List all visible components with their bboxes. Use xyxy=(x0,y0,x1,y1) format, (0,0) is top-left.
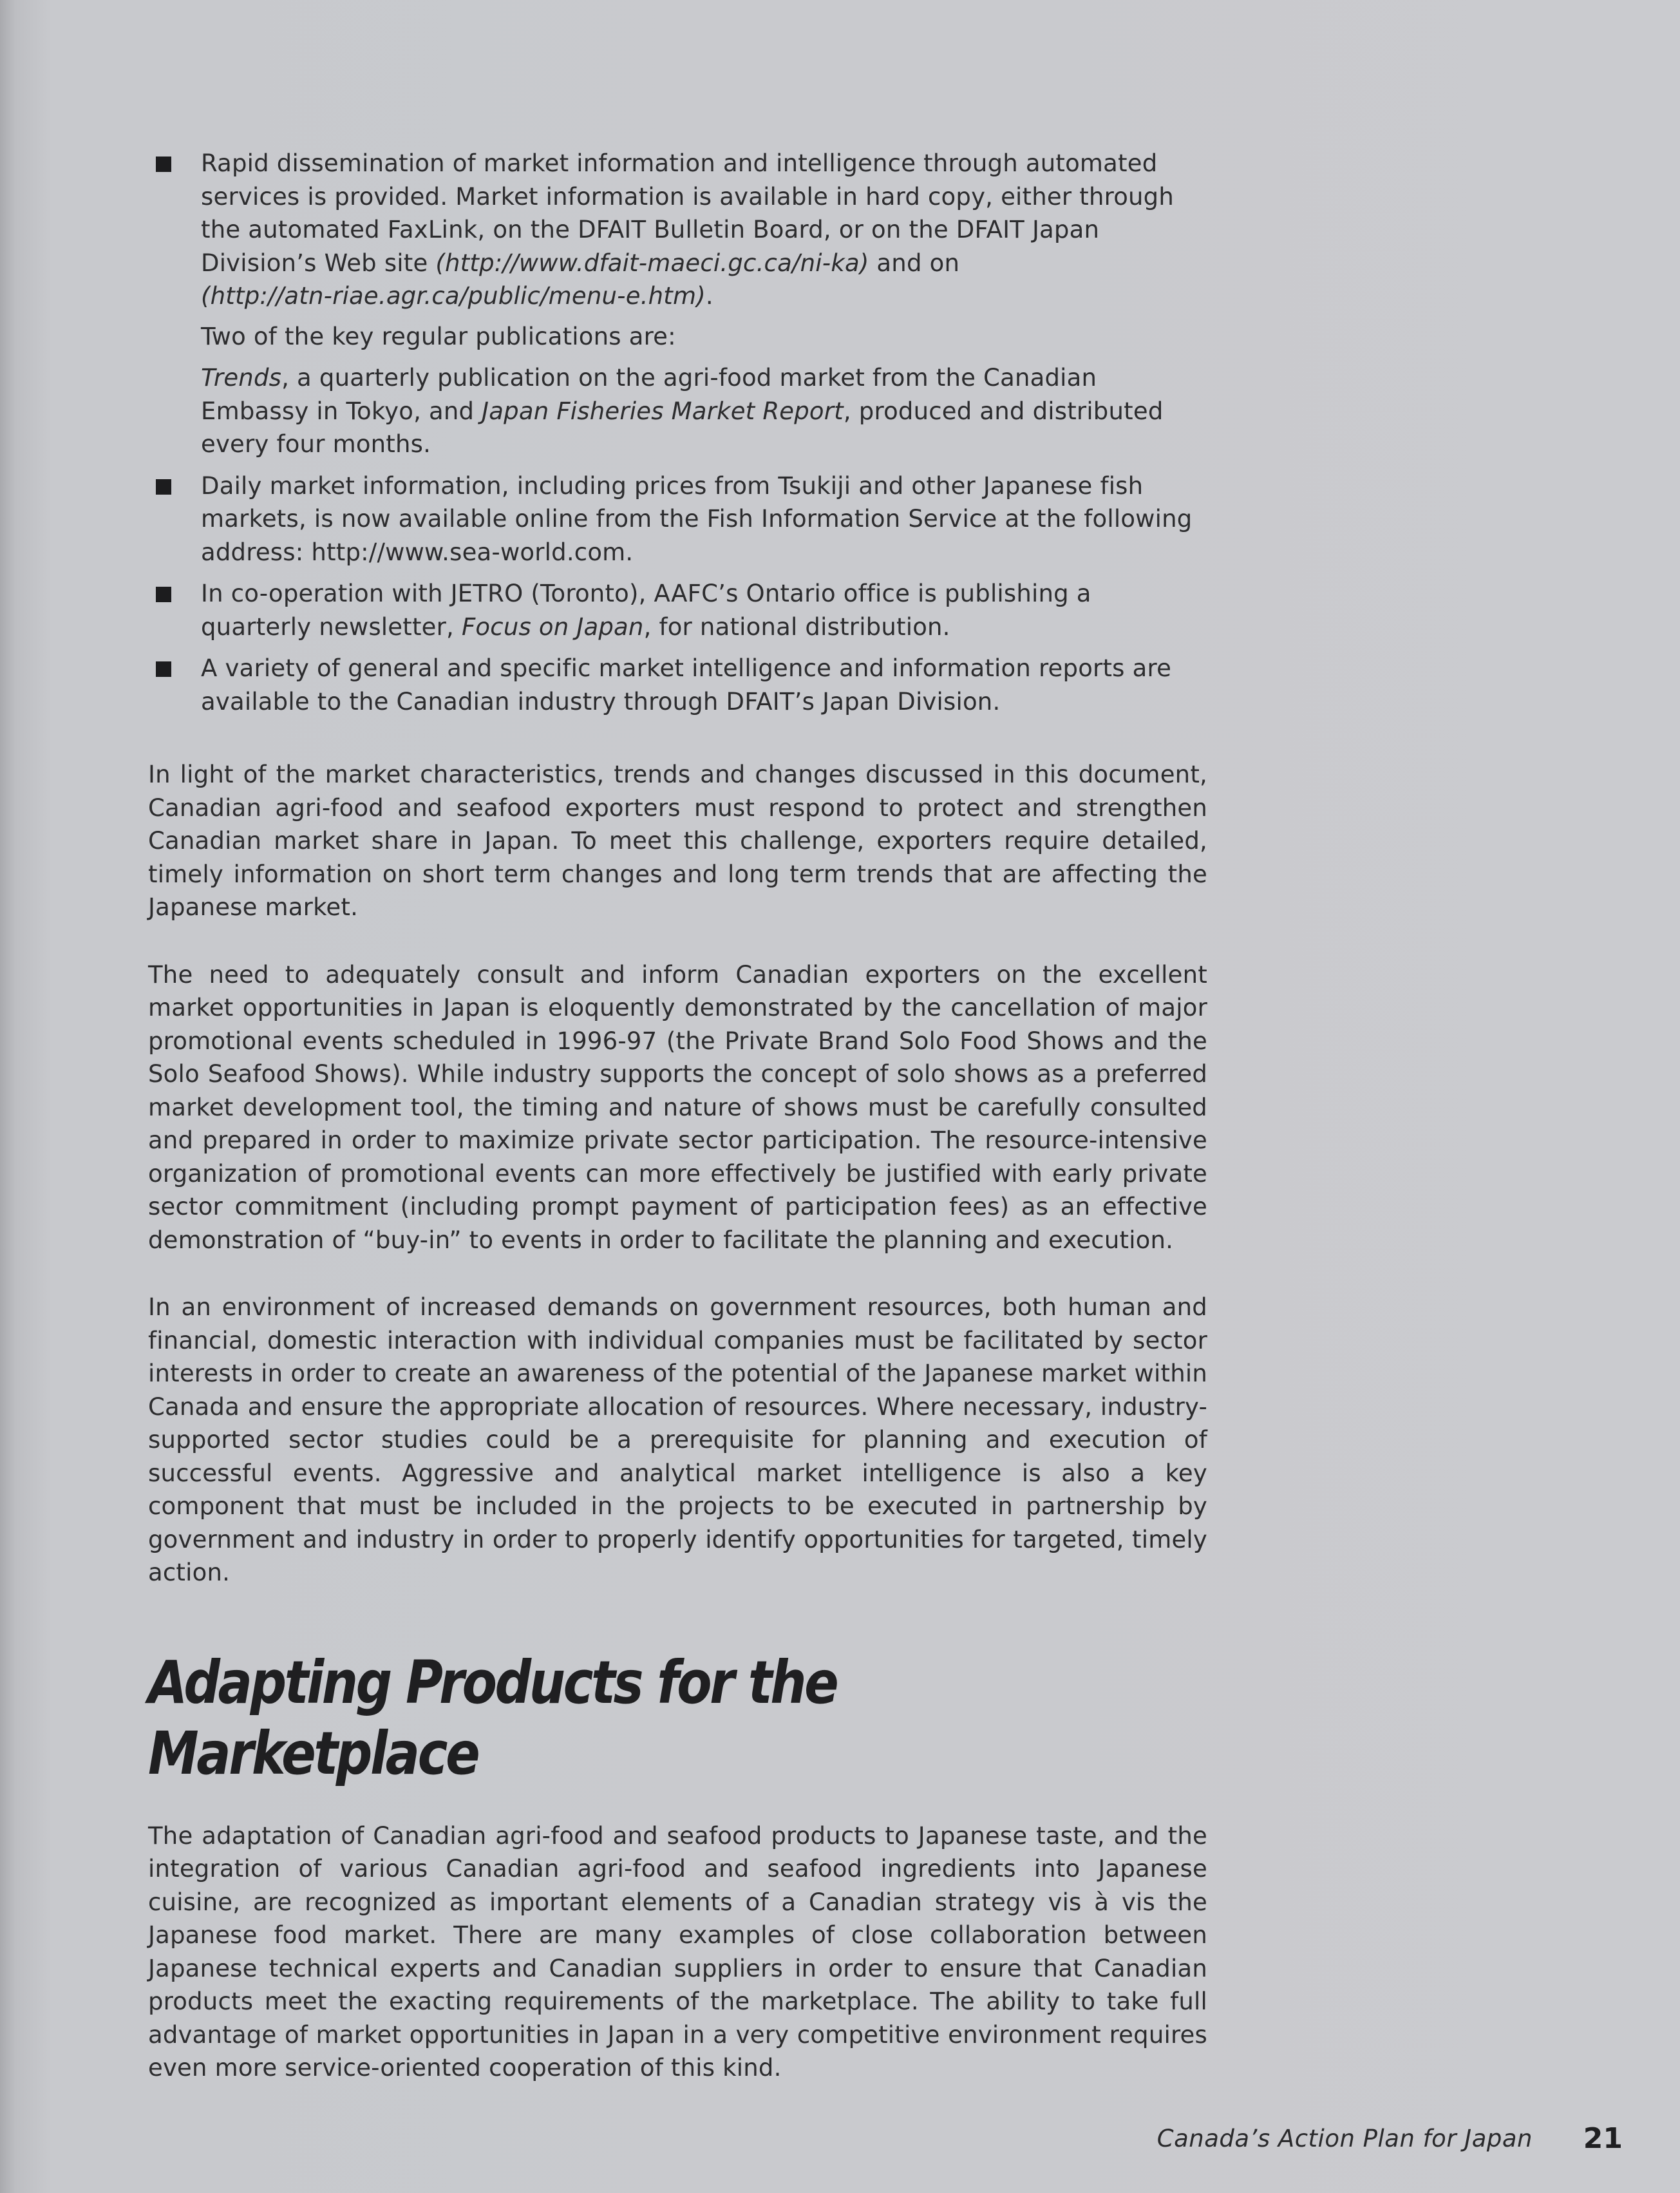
bullet-line: and on xyxy=(869,249,960,277)
bullet-line: services is provided. Market information is available in hard copy, either through xyxy=(201,182,1175,211)
page-footer xyxy=(1095,2122,1623,2161)
square-bullet-icon xyxy=(156,157,171,172)
web-address: (http://www.dfait-maeci.gc.ca/ni-ka) xyxy=(435,249,869,277)
bullet-item xyxy=(148,577,1207,643)
publications-list xyxy=(201,361,1207,461)
bullet-line: . xyxy=(705,282,713,310)
page-number: 21 xyxy=(1583,2122,1623,2155)
bullet-item xyxy=(148,470,1207,569)
footer-title: Canada’s Action Plan for Japan xyxy=(1156,2125,1533,2152)
bullet-text-part: In co-operation with JETRO (Toronto), AAFC’s Ontario office is publishing a quarterly newsletter, xyxy=(201,580,1091,641)
section-heading: Adapting Products for the Marketplace xyxy=(148,1647,837,1788)
body-paragraph: In light of the market characteristics, trends and changes discussed in this document, Canadian agri-food and seafood exporters must respond to protect and strengthen Canadian market share in Japan. To meet this challenge, exporters require detailed, timely information on short term changes and long term trends that are affecting the Japanese market. xyxy=(148,761,1207,921)
section-paragraph: The adaptation of Canadian agri-food and seafood products to Japanese taste, and the integration of various Canadian agri-food and seafood ingredients into Japanese cuisine, are recognized as important elements of a Canadian strategy vis à vis the Japanese food market. There are many examples of close collaboration between Japanese technical experts and Canadian suppliers in order to ensure that Canadian products meet the exacting requirements of the marketplace. The ability to take full advantage of market opportunities in Japan in a very competitive environment requires even more service-oriented cooperation of this kind. xyxy=(148,1821,1207,2082)
bullet-text xyxy=(201,577,1207,643)
bullet-text-part: , for national distribution. xyxy=(643,612,950,641)
bullet-line: Division’s Web site xyxy=(201,249,436,277)
publication-title: Trends xyxy=(201,364,282,392)
square-bullet-icon xyxy=(156,479,171,495)
body-paragraph: In an environment of increased demands on government resources, both human and financial, domestic interaction with individual companies must be facilitated by sector interests in order to create an awareness of the potential of the Japanese market within Canada and ensure the appropriate allocation of resources. Where necessary, industry-supported sector studies could be a prerequisite for planning and execution of successful events. Aggressive and analytical market intelligence is also a key component that must be included in the projects to be executed in partnership by government and industry in order to properly identify opportunities for targeted, timely action. xyxy=(148,1293,1207,1586)
bullet-text xyxy=(201,147,1207,313)
publication-text: , a quarterly publication on the agri-food market from the Canadian Embassy in Tokyo, and xyxy=(201,364,1097,425)
bullet-text: A variety of general and specific market intelligence and information reports are available to the Canadian industry through DFAIT’s Japan Division. xyxy=(201,654,1172,716)
square-bullet-icon xyxy=(156,661,171,677)
square-bullet-icon xyxy=(156,587,171,602)
body-paragraph: The need to adequately consult and inform Canadian exporters on the excellent market opportunities in Japan is eloquently demonstrated by the cancellation of major promotional events scheduled in 1996-97 (the Private Brand Solo Food Shows and the Solo Seafood Shows). While industry supports the concept of solo shows as a preferred market development tool, the timing and nature of shows must be carefully consulted and prepared in order to maximize private sector participation. The resource-intensive organization of promotional events can more effectively be justified with early private sector commitment (including prompt payment of participation fees) as an effective demonstration of “buy-in” to events in order to facilitate the planning and execution. xyxy=(148,960,1207,1254)
publication-text: , produced and distributed every four months. xyxy=(201,397,1164,458)
bullet-item xyxy=(148,652,1207,718)
bullet-text: Daily market information, including prices from Tsukiji and other Japanese fish markets, is now available online from the Fish Information Service at the following address: http://www.sea-world.com. xyxy=(201,471,1193,566)
publication-title: Japan Fisheries Market Report xyxy=(482,397,844,425)
web-address: (http://atn-riae.agr.ca/public/menu-e.htm) xyxy=(201,282,706,310)
bullet-item xyxy=(148,147,1207,461)
publications-intro: Two of the key regular publications are: xyxy=(201,322,676,350)
publication-title: Focus on Japan xyxy=(461,612,644,641)
bullet-line: Rapid dissemination of market information and intelligence through automated xyxy=(201,149,1158,177)
page-content xyxy=(148,147,1207,2119)
bullet-line: the automated FaxLink, on the DFAIT Bulletin Board, or on the DFAIT Japan xyxy=(201,216,1100,243)
